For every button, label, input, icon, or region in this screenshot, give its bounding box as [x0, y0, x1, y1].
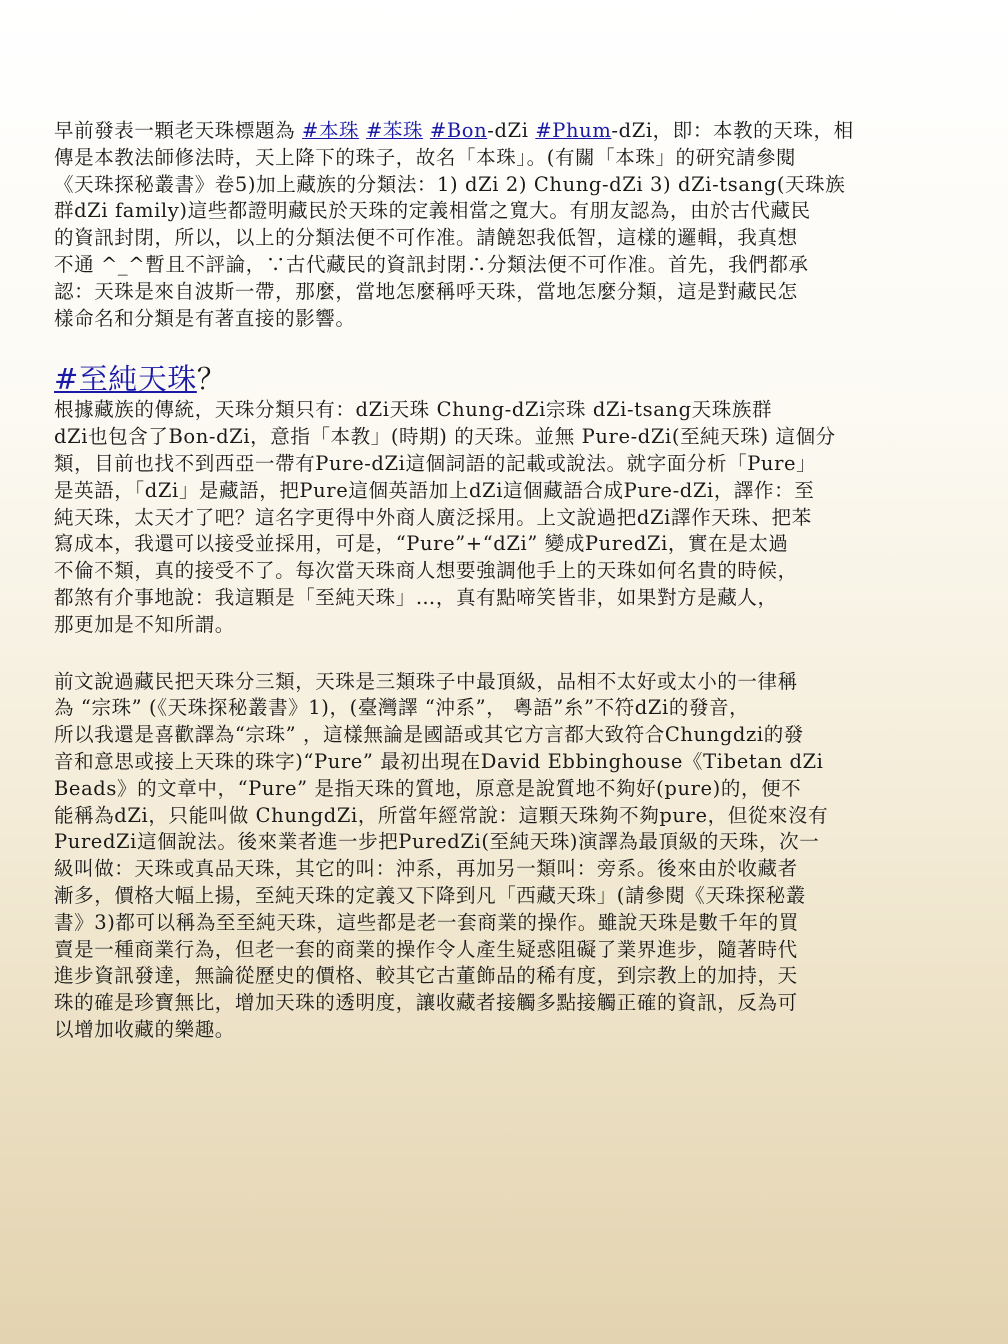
- paragraph-line: 能稱為dZi，只能叫做 ChungdZi，所當年經常說：這顆天珠夠不夠pure，但從來沒有: [54, 803, 829, 827]
- hashtag-link-zhichun[interactable]: #至純天珠: [54, 362, 197, 397]
- article: [54, 118, 954, 1044]
- paragraph-line: 《天珠探秘叢書》卷5)加上藏族的分類法：1) dZi 2) Chung-dZi 3) dZi-tsang(天珠族: [54, 172, 846, 196]
- paragraph-line: 進步資訊發達，無論從歷史的價格、較其它古董飾品的稀有度，到宗教上的加持，天: [54, 964, 798, 988]
- paragraph-line: Beads》的文章中，“Pure” 是指天珠的質地，原意是說質地不夠好(pure)的，便不: [54, 776, 802, 800]
- hashtag-link-bon[interactable]: #Bon: [429, 119, 488, 142]
- paragraph-line: 都煞有介事地說：我這顆是「至純天珠」…，真有點啼笑皆非，如果對方是藏人，: [54, 585, 778, 609]
- paragraph-history: [54, 669, 954, 1044]
- paragraph-line: 前文說過藏民把天珠分三類，天珠是三類珠子中最頂級，品相不太好或太小的一律稱: [54, 669, 798, 693]
- paragraph-line: 類，目前也找不到西亞一帶有Pure-dZi這個詞語的記載或說法。就字面分析「Pure」: [54, 451, 817, 475]
- paragraph-intro: [54, 118, 954, 332]
- paragraph-line: 賣是一種商業行為，但老一套的商業的操作令人產生疑惑阻礙了業界進步，隨著時代: [54, 937, 798, 961]
- paragraph-line: 群dZi family)這些都證明藏民於天珠的定義相當之寬大。有朋友認為，由於古代藏民: [54, 199, 811, 223]
- paragraph-line: 音和意思或接上天珠的珠字)“Pure” 最初出現在David Ebbinghouse《Tibetan dZi: [54, 749, 824, 773]
- paragraph-line: 純天珠，太天才了吧？這名字更得中外商人廣泛採用。上文說過把dZi譯作天珠、把苯: [54, 505, 812, 529]
- paragraph-line: 漸多，價格大幅上揚，至純天珠的定義又下降到凡「西藏天珠」(請參閱《天珠探秘叢: [54, 883, 806, 907]
- paragraph-line: 以增加收藏的樂趣。: [54, 1017, 235, 1041]
- heading-question-mark: ？: [196, 362, 227, 397]
- paragraph-line: 根據藏族的傳統，天珠分類只有：dZi天珠 Chung-dZi宗珠 dZi-tsang天珠族群: [54, 398, 773, 422]
- paragraph-line: 書》3)都可以稱為至至純天珠，這些都是老一套商業的操作。雖說天珠是數千年的買: [54, 910, 799, 934]
- hashtag-link-benzhu[interactable]: #本珠: [302, 119, 360, 142]
- paragraph-line: 樣命名和分類是有著直接的影響。: [54, 306, 356, 330]
- hashtag-link-phum[interactable]: #Phum: [535, 119, 612, 142]
- paragraph-line: 不通 ^_^暫且不評論，∵古代藏民的資訊封閉∴分類法便不可作准。首先，我們都承: [54, 252, 809, 276]
- section-heading: [54, 361, 954, 397]
- paragraph-line: 不倫不類，真的接受不了。每次當天珠商人想要強調他手上的天珠如何名貴的時候，: [54, 559, 798, 583]
- paragraph-line: 寫成本，我還可以接受並採用，可是，“Pure”+“dZi” 變成PuredZi，實在是太過: [54, 532, 789, 556]
- paragraph-line: 珠的確是珍寶無比，增加天珠的透明度，讓收藏者接觸多點接觸正確的資訊，反為可: [54, 991, 798, 1015]
- paragraph-line: 傳是本教法師修法時，天上降下的珠子，故名「本珠」。(有關「本珠」的研究請參閱: [54, 145, 797, 169]
- paragraph-line: 的資訊封閉，所以，以上的分類法便不可作准。請饒恕我低智，這樣的邏輯，我真想: [54, 226, 798, 250]
- paragraph-line: 所以我還是喜歡譯為“宗珠” ，這樣無論是國語或其它方言都大致符合Chungdzi的發: [54, 723, 804, 747]
- paragraph-line: 為 “宗珠” (《天珠探秘叢書》1)，(臺灣譯 “沖系”， 粵語”糸”不符dZi的發音，: [54, 696, 750, 720]
- paragraph-line: dZi也包含了Bon-dZi，意指「本教」(時期) 的天珠。並無 Pure-dZi(至純天珠) 這個分: [54, 425, 836, 449]
- paragraph-line: 認：天珠是來自波斯一帶，那麼，當地怎麼稱呼天珠，當地怎麼分類，這是對藏民怎: [54, 279, 798, 303]
- hashtag-link-bengzhu[interactable]: #苯珠: [365, 119, 424, 142]
- paragraph-line: 那更加是不知所謂。: [54, 612, 235, 636]
- paragraph-line: 級叫做：天珠或真品天珠，其它的叫：沖系，再加另一類叫：旁系。後來由於收藏者: [54, 857, 798, 881]
- paragraph-line: 早前發表一顆老天珠標題為 #本珠 #苯珠 #Bon-dZi #Phum-dZi，即：本教的天珠，相: [54, 119, 854, 142]
- paragraph-line: PuredZi這個說法。後來業者進一步把PuredZi(至純天珠)演譯為最頂級的天珠，次一: [54, 830, 820, 854]
- paragraph-classification: [54, 397, 954, 638]
- paragraph-line: 是英語，「dZi」是藏語，把Pure這個英語加上dZi這個藏語合成Pure-dZi，譯作：至: [54, 478, 815, 502]
